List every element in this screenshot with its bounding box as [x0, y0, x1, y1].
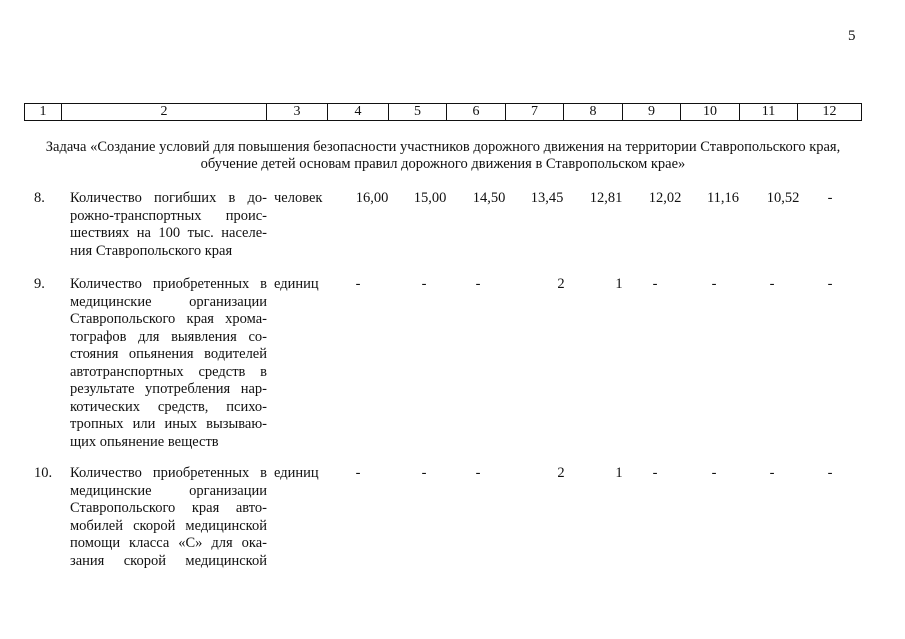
- indicator-name-line: Ставропольского края авто-: [70, 500, 267, 516]
- row-number: 8.: [34, 190, 45, 206]
- indicator-name-line: результате употребления нар-: [70, 381, 267, 397]
- task-title: [24, 139, 862, 173]
- indicator-name-line: мобилей скорой медицинской: [70, 517, 267, 534]
- indicator-name-line: зания скорой медицинской: [70, 552, 267, 569]
- value-cell: -: [827, 190, 833, 206]
- value-cell: -: [711, 465, 717, 481]
- value-cell: -: [421, 276, 427, 292]
- value-cell: -: [827, 465, 833, 481]
- value-cell: 16,00: [355, 190, 389, 206]
- header-col-8: 8: [564, 104, 623, 121]
- unit-cell: единиц: [274, 465, 319, 481]
- value-cell: -: [769, 276, 775, 292]
- value-cell: -: [355, 465, 361, 481]
- value-cell: 11,16: [706, 190, 740, 206]
- indicator-name-line: медицинские организации: [70, 482, 267, 499]
- row-number: 10.: [34, 465, 53, 481]
- value-cell: 12,81: [589, 190, 623, 206]
- indicator-name-line: Ставропольского края хрома-: [70, 311, 267, 327]
- indicator-name-line: рожно-транспортных проис-: [70, 207, 267, 224]
- column-number-header: [24, 103, 862, 121]
- row-number: 9.: [34, 276, 45, 292]
- indicator-name-line: Количество погибших в до-: [70, 190, 267, 206]
- indicator-name-line: помощи класса «С» для ока-: [70, 535, 267, 551]
- indicator-name-line: ния Ставропольского края: [70, 242, 233, 259]
- header-col-3: 3: [267, 104, 328, 121]
- value-cell: 14,50: [472, 190, 506, 206]
- header-col-12: 12: [798, 104, 862, 121]
- value-cell: 15,00: [413, 190, 447, 206]
- task-title-line-1: Задача «Создание условий для повышения безопасности участников дорожного движения на территории Ставропольского края,: [45, 139, 841, 155]
- header-col-6: 6: [447, 104, 506, 121]
- value-cell: -: [421, 465, 427, 481]
- indicator-name: [70, 465, 267, 570]
- value-cell: 13,45: [530, 190, 564, 206]
- header-col-11: 11: [740, 104, 798, 121]
- value-cell: 1: [615, 276, 623, 292]
- value-cell: -: [475, 465, 481, 481]
- unit-cell: человек: [274, 190, 323, 206]
- header-col-2: 2: [62, 104, 267, 121]
- header-col-5: 5: [389, 104, 447, 121]
- indicator-name: [70, 190, 267, 260]
- value-cell: -: [711, 276, 717, 292]
- indicator-name-line: стояния опьянения водителей: [70, 346, 267, 362]
- value-cell: -: [827, 276, 833, 292]
- value-cell: 2: [557, 276, 565, 292]
- task-title-line-2: обучение детей основам правил дорожного движения в Ставропольском крае»: [200, 156, 686, 172]
- indicator-name-line: котических средств, психо-: [70, 398, 267, 415]
- value-cell: -: [769, 465, 775, 481]
- indicator-name-line: медицинские организации: [70, 293, 267, 310]
- value-cell: 10,52: [766, 190, 800, 206]
- value-cell: 2: [557, 465, 565, 481]
- value-cell: -: [355, 276, 361, 292]
- indicator-name: [70, 276, 267, 451]
- header-col-7: 7: [506, 104, 564, 121]
- value-cell: -: [475, 276, 481, 292]
- indicator-name-line: Количество приобретенных в: [70, 465, 267, 481]
- page-number: 5: [848, 28, 856, 44]
- header-col-9: 9: [623, 104, 681, 121]
- header-row: [25, 104, 862, 121]
- indicator-name-line: тографов для выявления со-: [70, 328, 267, 345]
- unit-cell: единиц: [274, 276, 319, 292]
- indicator-name-line: щих опьянение веществ: [70, 433, 219, 450]
- header-col-10: 10: [681, 104, 740, 121]
- indicator-name-line: автотранспортных средств в: [70, 363, 267, 380]
- header-col-4: 4: [328, 104, 389, 121]
- value-cell: 1: [615, 465, 623, 481]
- header-col-1: 1: [25, 104, 62, 121]
- indicator-name-line: Количество приобретенных в: [70, 276, 267, 292]
- value-cell: 12,02: [648, 190, 682, 206]
- indicator-name-line: шествиях на 100 тыс. населе-: [70, 225, 267, 241]
- value-cell: -: [652, 276, 658, 292]
- indicator-name-line: тропных или иных вызываю-: [70, 416, 267, 432]
- value-cell: -: [652, 465, 658, 481]
